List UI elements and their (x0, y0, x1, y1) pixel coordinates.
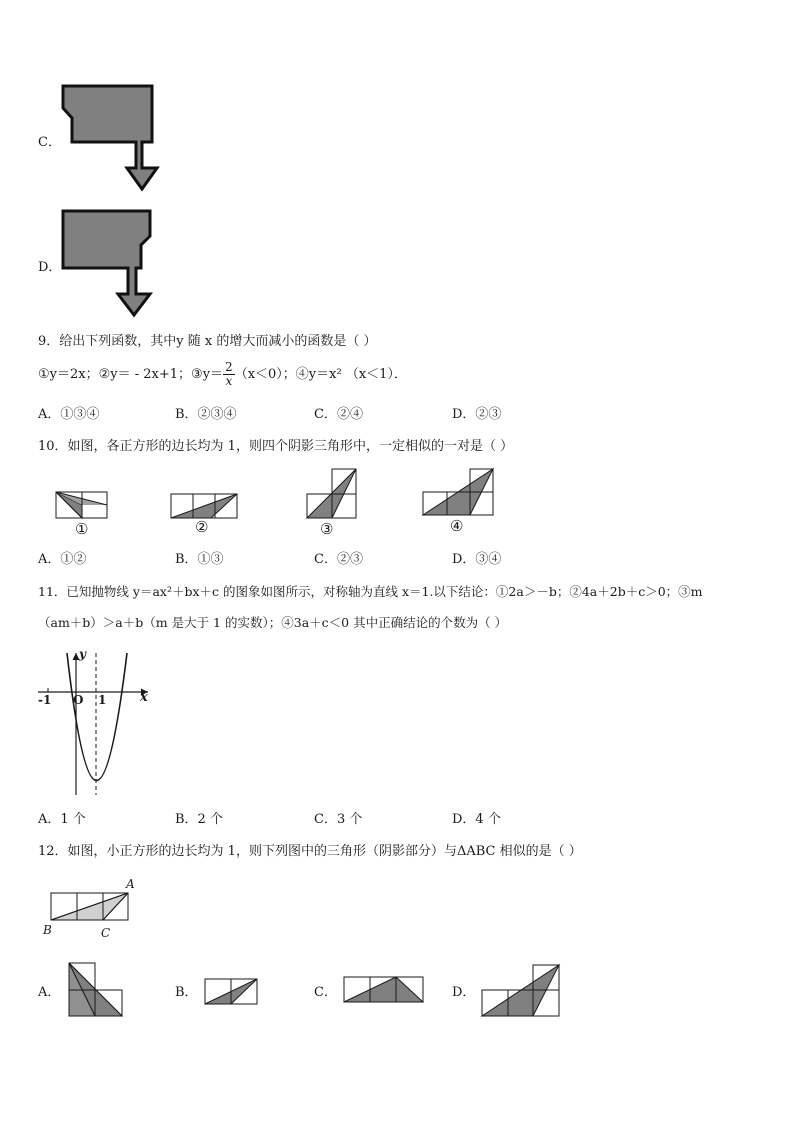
q11-option-a[interactable]: A．1 个 (38, 812, 86, 827)
q11-option-c[interactable]: C．3 个 (314, 812, 363, 827)
q12-option-b-label[interactable]: B． (175, 985, 198, 1000)
q11-option-b[interactable]: B．2 个 (175, 812, 223, 827)
q9-f3-fraction: $\frac{2}{x}$ (225, 360, 233, 388)
q9-option-b[interactable]: B．②③④ (175, 407, 237, 422)
q9-f2: ②y＝ - 2x+1； (98, 367, 192, 382)
q11-stem-line1: 11．已知抛物线 y＝ax²＋bx＋c 的图象如图所示，对称轴为直线 x＝1.以下结论：①2a＞－b；②4a＋2b＋c＞0；③m (38, 584, 703, 599)
q12-option-d-label[interactable]: D． (452, 985, 476, 1000)
q12-label-a: A (126, 877, 135, 891)
q11-option-d[interactable]: D．4 个 (452, 812, 501, 827)
q9-f3-cond: （x＜0）； (234, 367, 296, 382)
q10-fig-label-3: ③ (320, 520, 334, 538)
q9-stem: 9．给出下列函数，其中y 随 x 的增大而减小的函数是（ ） (38, 334, 377, 349)
q9-f3-prefix: ③y＝ (191, 367, 224, 382)
q11-one-label: 1 (98, 693, 107, 707)
q11-origin-label: O (73, 693, 84, 707)
q11-y-label: y (79, 647, 86, 661)
q10-stem: 10．如图，各正方形的边长均为 1，则四个阴影三角形中，一定相似的一对是（ ） (38, 439, 514, 454)
q11-neg-one-label: -1 (38, 693, 52, 707)
q12-option-c-label[interactable]: C． (314, 985, 337, 1000)
q12-stem: 12．如图，小正方形的边长均为 1，则下列图中的三角形（阴影部分）与ΔABC 相似的是（ ） (38, 844, 582, 859)
q12-option-a-figure (69, 963, 122, 1016)
q10-option-d[interactable]: D．③④ (452, 552, 502, 567)
q10-option-c[interactable]: C．②③ (314, 552, 363, 567)
q12-option-c-figure (344, 977, 423, 1002)
q12-label-b: B (43, 923, 52, 937)
q12-label-c: C (101, 926, 111, 940)
q10-fig-label-2: ② (195, 518, 209, 536)
q10-option-a[interactable]: A．①② (38, 552, 87, 567)
q9-option-a[interactable]: A．①③④ (38, 407, 100, 422)
q11-x-label: x (140, 690, 148, 705)
q9-option-d[interactable]: D．②③ (452, 407, 502, 422)
q12-option-b-figure (205, 979, 257, 1004)
q10-fig-label-4: ④ (450, 517, 464, 535)
q8-option-c-label: C． (38, 135, 61, 150)
q9-f1: ①y＝2x； (38, 367, 99, 382)
q9-option-c[interactable]: C．②④ (314, 407, 363, 422)
q10-fig-label-1: ① (75, 520, 89, 538)
q11-stem-line2: （am＋b）＞a＋b（m 是大于 1 的实数）；④3a＋c＜0 其中正确结论的个数为（ ） (38, 615, 508, 630)
q12-option-d-figure (482, 965, 559, 1016)
q9-f4: ④y＝x² （x＜1）． (295, 367, 407, 382)
q12-option-a-label[interactable]: A． (38, 985, 61, 1000)
q8-option-d-label: D． (38, 260, 62, 275)
q10-option-b[interactable]: B．①③ (175, 552, 224, 567)
